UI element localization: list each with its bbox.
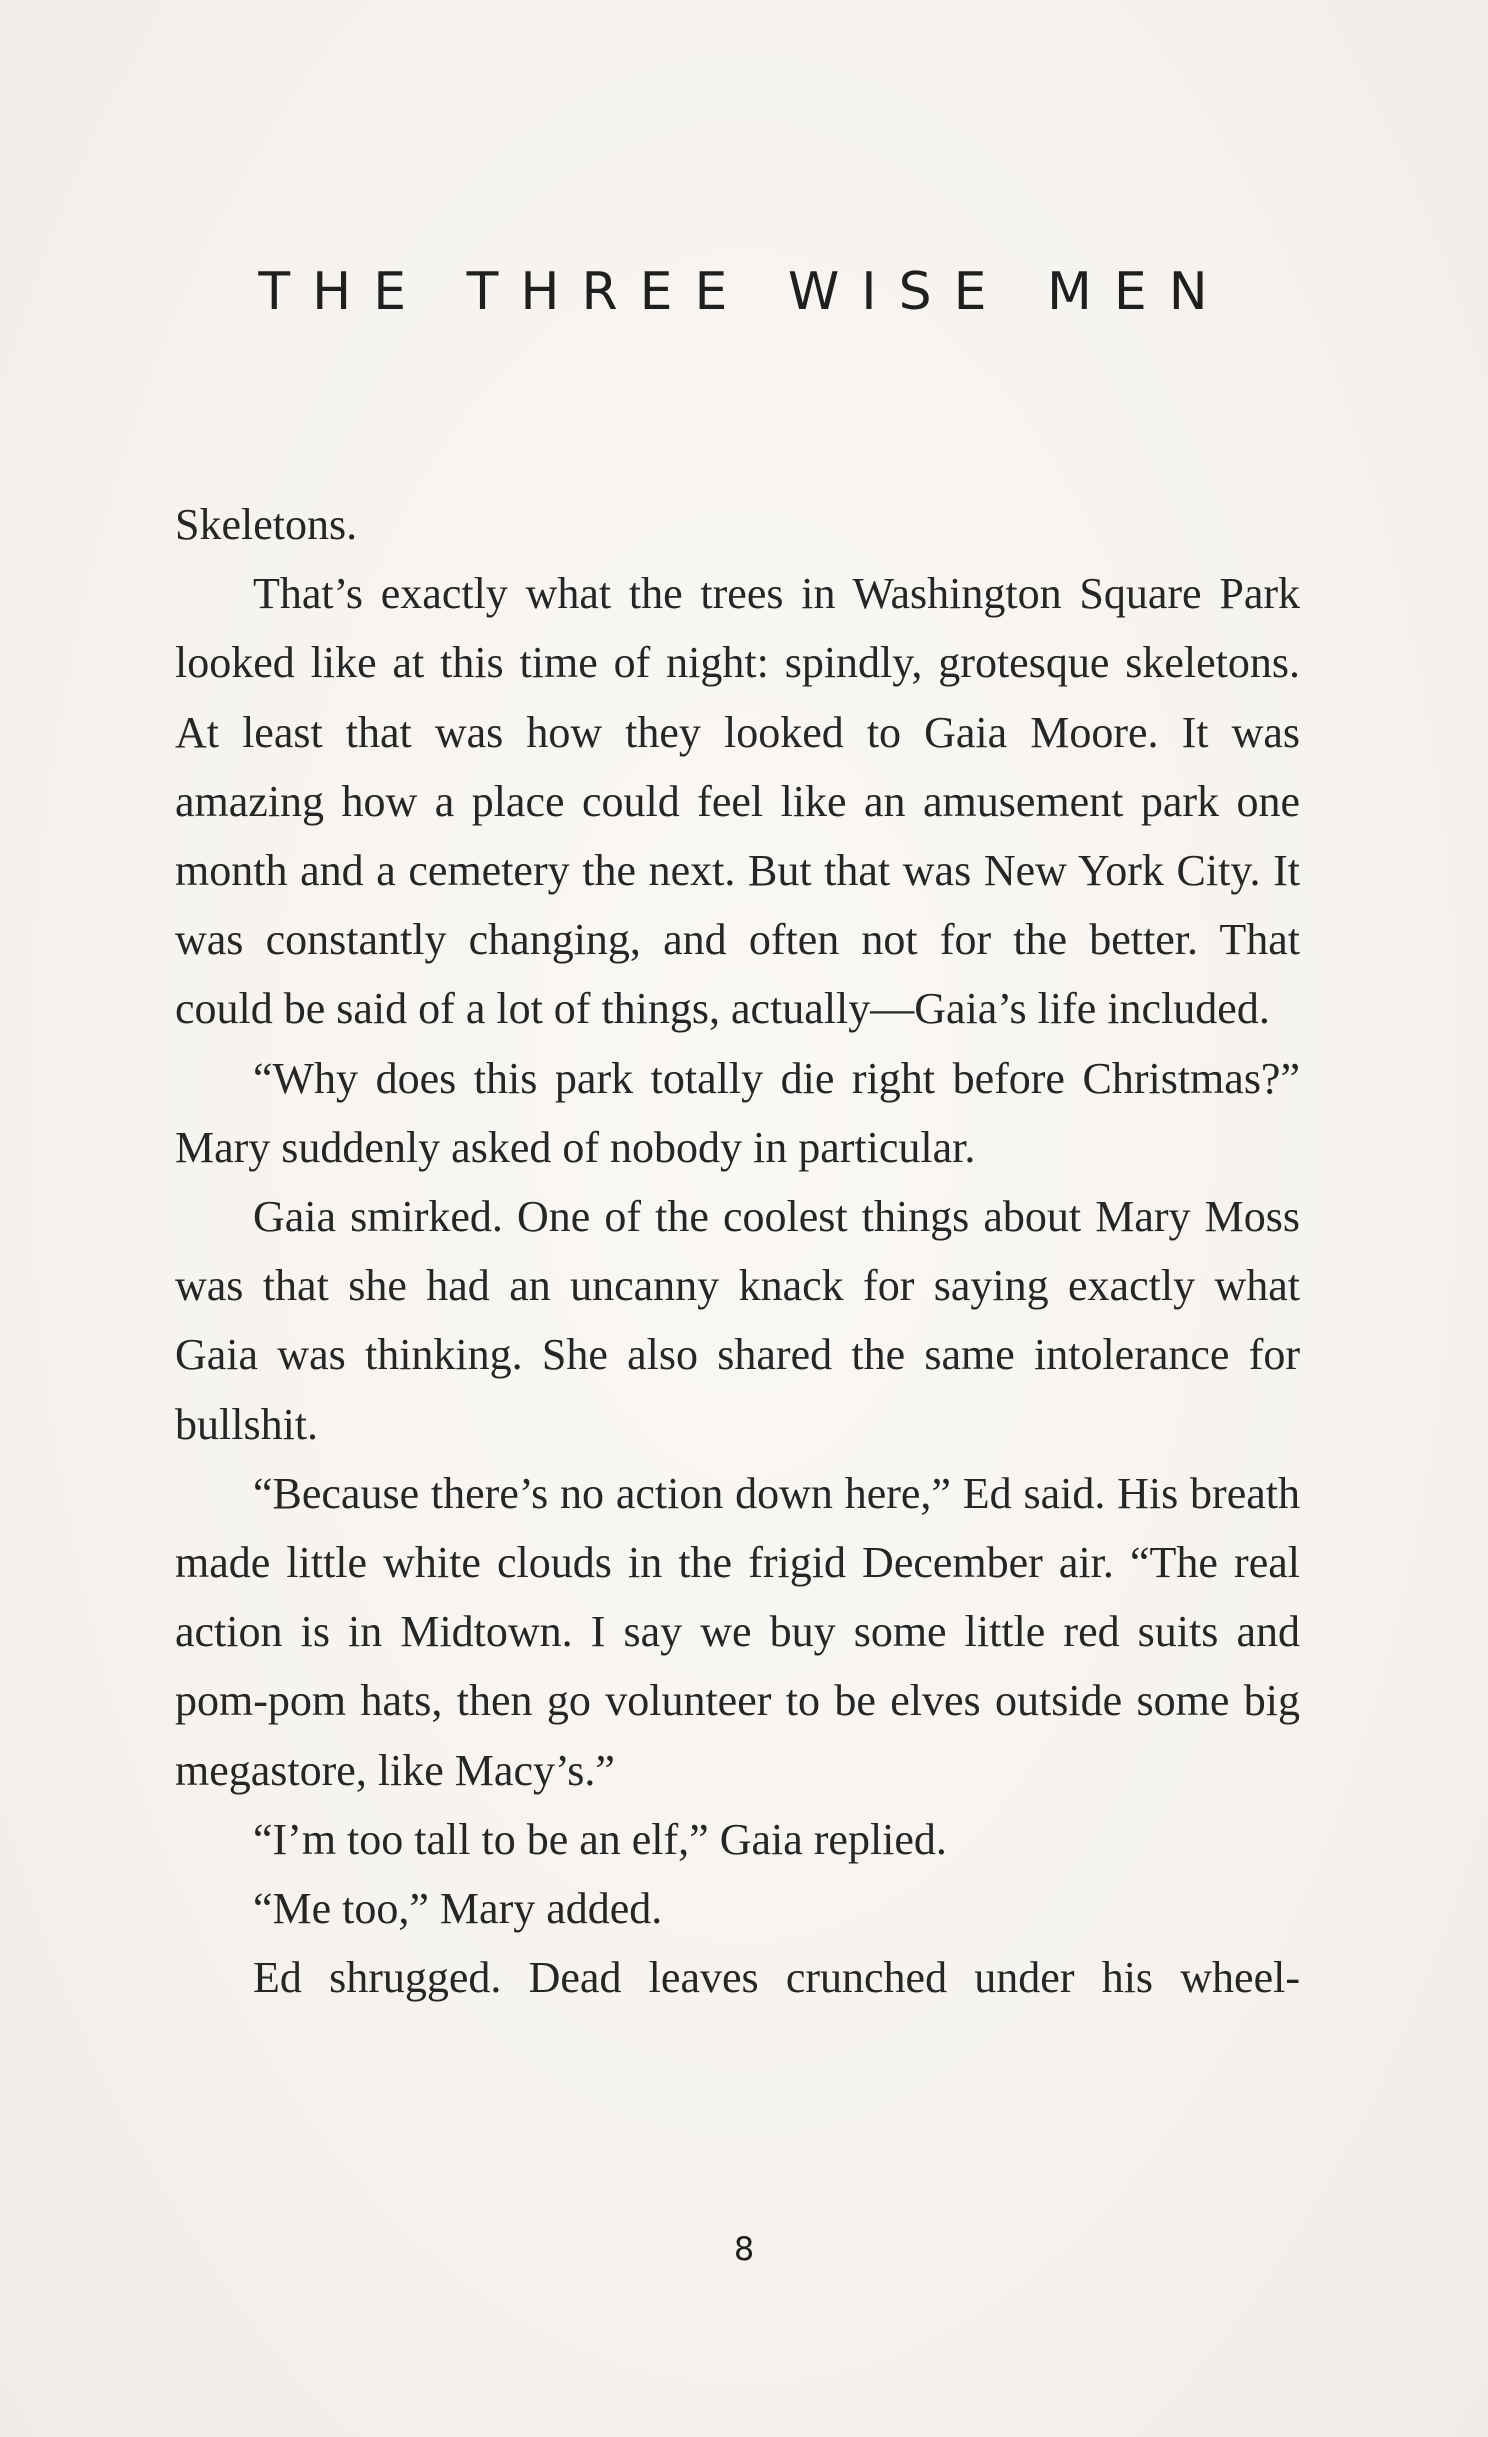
- paragraph: That’s exactly what the trees in Washington Square Park looked like at this time of night: spindly, grotesque skeletons. At least that was how they looked to Gaia Moore. It was amazing how a place could feel like an amusement park one month and a cemetery the next. But that was New York City. It was constantly changing, and often not for the better. That could be said of a lot of things, actually—Gaia’s life included.: [175, 569, 1300, 1034]
- page-number: 8: [733, 2230, 755, 2268]
- running-head: THE THREE WISE MEN: [258, 262, 1230, 322]
- paragraph: Gaia smirked. One of the coolest things about Mary Moss was that she had an uncanny knack for saying exactly what Gaia was thinking. She also shared the same intolerance for bullshit.: [175, 1192, 1300, 1449]
- paragraph: “I’m too tall to be an elf,” Gaia replied.: [253, 1814, 947, 1864]
- paragraph: “Me too,” Mary added.: [253, 1884, 663, 1934]
- body-text: [175, 490, 1300, 2012]
- paragraph: Ed shrugged. Dead leaves crunched under his wheel-: [253, 1953, 1300, 2003]
- paragraph: “Why does this park totally die right before Christmas?” Mary suddenly asked of nobody in particular.: [175, 1053, 1300, 1172]
- paragraph: “Because there’s no action down here,” Ed said. His breath made little white clouds in the frigid December air. “The real action is in Midtown. I say we buy some little red suits and pom-pom hats, then go volunteer to be elves outside some big megastore, like Macy’s.”: [175, 1468, 1300, 1795]
- paragraph: Skeletons.: [175, 500, 358, 549]
